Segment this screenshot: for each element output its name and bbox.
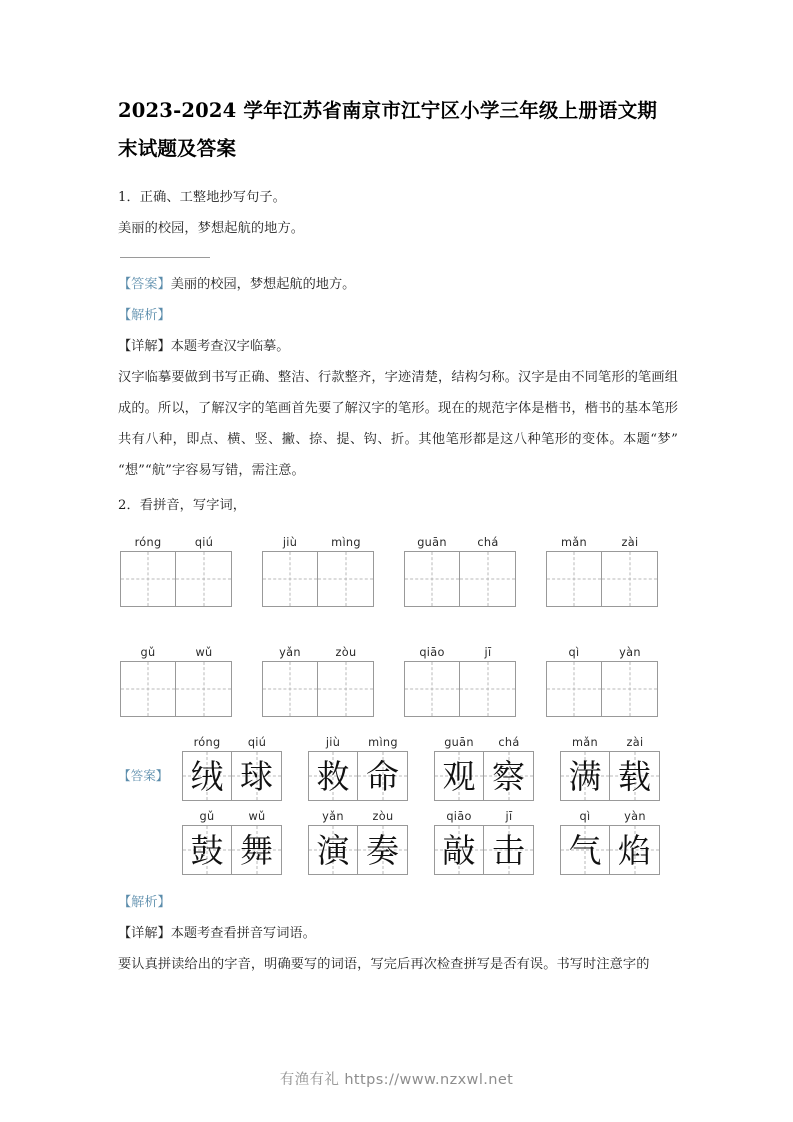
document-content (118, 92, 678, 980)
pinyin-row (404, 645, 516, 661)
character-glyph: 绒 (190, 756, 224, 796)
question-1-prompt: 1．正确、工整地抄写句子。 (118, 190, 286, 205)
pinyin-cell: gǔ (140, 646, 156, 659)
character-box-filled (182, 825, 232, 875)
character-box-filled (308, 751, 358, 801)
pinyin-blank-row-1 (120, 535, 678, 607)
character-box-blank[interactable] (262, 551, 318, 607)
pinyin-cell: chá (498, 736, 520, 749)
character-glyph: 救 (316, 756, 350, 796)
pinyin-row (434, 809, 534, 825)
pinyin-row (560, 809, 660, 825)
pinyin-row (546, 535, 658, 551)
character-glyph: 气 (568, 830, 602, 870)
character-box-filled (434, 825, 484, 875)
pinyin-cell: jiù (325, 736, 341, 749)
character-box-filled (434, 751, 484, 801)
analysis-tag: 【解析】 (118, 895, 171, 910)
word-group (308, 735, 408, 801)
answer-groups-2 (182, 809, 686, 875)
word-group (182, 735, 282, 801)
character-boxes-row (560, 751, 660, 801)
pinyin-row (404, 535, 516, 551)
question-1-answer-line (118, 269, 678, 300)
character-boxes-row (120, 661, 232, 717)
answer-groups-1 (182, 735, 686, 801)
pinyin-cell: qiú (247, 736, 267, 749)
pinyin-cell: wǔ (195, 646, 213, 659)
pinyin-cell: jī (484, 646, 492, 659)
word-group (560, 809, 660, 875)
character-glyph: 焰 (618, 830, 651, 870)
character-box-blank[interactable] (460, 661, 516, 717)
pinyin-cell: jiù (282, 536, 298, 549)
pinyin-row (262, 535, 374, 551)
character-boxes-row (308, 825, 408, 875)
character-box-blank[interactable] (602, 661, 658, 717)
spacer (118, 875, 678, 887)
pinyin-row (182, 735, 282, 751)
pinyin-cell: yàn (624, 810, 646, 823)
pinyin-row (120, 535, 232, 551)
character-box-filled (560, 751, 610, 801)
character-box-blank[interactable] (404, 551, 460, 607)
question-2-analysis-line (118, 887, 678, 918)
word-group (546, 645, 658, 717)
word-group (120, 645, 232, 717)
pinyin-row (182, 809, 282, 825)
pinyin-cell: qì (568, 646, 580, 659)
pinyin-cell: qiāo (419, 646, 445, 659)
analysis-tag: 【解析】 (118, 308, 171, 323)
pinyin-cell: mǎn (561, 536, 587, 549)
character-box-blank[interactable] (120, 551, 176, 607)
pinyin-cell: mìng (368, 736, 398, 749)
character-box-blank[interactable] (546, 661, 602, 717)
character-glyph: 鼓 (190, 830, 224, 870)
pinyin-row (434, 735, 534, 751)
character-glyph: 命 (366, 756, 399, 796)
pinyin-cell: gǔ (199, 810, 215, 823)
pinyin-cell: jī (505, 810, 513, 823)
character-box-filled (232, 825, 282, 875)
pinyin-row (308, 735, 408, 751)
question-1-detail-intro: 本题考查汉字临摹。 (170, 339, 290, 354)
word-group (404, 645, 516, 717)
character-boxes-row (546, 551, 658, 607)
pinyin-answer-row-1 (118, 735, 678, 801)
character-boxes-row (434, 825, 534, 875)
pinyin-cell: yǎn (322, 810, 344, 823)
character-box-blank[interactable] (546, 551, 602, 607)
pinyin-cell: zòu (372, 810, 394, 823)
word-group (308, 809, 408, 875)
pinyin-answer-row-2 (118, 809, 678, 875)
character-box-blank[interactable] (176, 551, 232, 607)
character-box-blank[interactable] (460, 551, 516, 607)
character-boxes-row (182, 825, 282, 875)
word-group (120, 535, 232, 607)
character-box-filled (182, 751, 232, 801)
pinyin-cell: qiú (194, 536, 214, 549)
detail-tag: 【详解】 (118, 926, 171, 941)
word-group (560, 735, 660, 801)
character-box-blank[interactable] (120, 661, 176, 717)
character-boxes-row (120, 551, 232, 607)
question-1-detail-line (118, 331, 678, 362)
character-glyph: 演 (316, 830, 350, 870)
pinyin-cell: zài (626, 736, 644, 749)
word-group (546, 535, 658, 607)
word-group (182, 809, 282, 875)
section-divider (120, 257, 210, 258)
character-glyph: 击 (492, 830, 525, 870)
character-box-blank[interactable] (318, 661, 374, 717)
character-box-blank[interactable] (318, 551, 374, 607)
pinyin-cell: zòu (335, 646, 357, 659)
character-box-blank[interactable] (602, 551, 658, 607)
question-2-detail-intro: 本题考查看拼音写词语。 (170, 926, 316, 941)
character-box-blank[interactable] (404, 661, 460, 717)
character-glyph: 球 (240, 756, 273, 796)
character-boxes-row (404, 661, 516, 717)
character-boxes-row (262, 661, 374, 717)
word-group (262, 645, 374, 717)
pinyin-cell: róng (134, 536, 162, 549)
character-glyph: 观 (442, 756, 476, 796)
character-glyph: 察 (492, 756, 525, 796)
character-boxes-row (546, 661, 658, 717)
character-box-filled (610, 751, 660, 801)
pinyin-row (308, 809, 408, 825)
pinyin-cell: qiāo (446, 810, 472, 823)
page-title (118, 92, 684, 168)
character-boxes-row (560, 825, 660, 875)
pinyin-row (560, 735, 660, 751)
character-glyph: 敲 (442, 830, 476, 870)
question-2-detail-line (118, 918, 678, 949)
character-boxes-row (404, 551, 516, 607)
page-title-line-1: 2023-2024 学年江苏省南京市江宁区小学三年级上册语文期 (118, 99, 658, 122)
pinyin-row (546, 645, 658, 661)
detail-tag: 【详解】 (118, 339, 171, 354)
question-1-sentence: 美丽的校园，梦想起航的地方。 (118, 221, 305, 236)
footer-watermark: 有渔有礼 https://www.nzxwl.net (279, 1072, 514, 1088)
answer-tag: 【答案】 (118, 768, 169, 784)
character-box-filled (560, 825, 610, 875)
word-group (434, 735, 534, 801)
answer-tag: 【答案】 (118, 277, 171, 292)
pinyin-cell: guān (444, 736, 474, 749)
character-box-blank[interactable] (262, 661, 318, 717)
character-box-filled (232, 751, 282, 801)
pinyin-cell: róng (193, 736, 221, 749)
word-group (434, 809, 534, 875)
word-group (262, 535, 374, 607)
character-boxes-row (308, 751, 408, 801)
character-glyph: 载 (618, 756, 651, 796)
pinyin-cell: mǎn (572, 736, 598, 749)
pinyin-row (262, 645, 374, 661)
character-glyph: 奏 (366, 830, 399, 870)
pinyin-cell: qì (579, 810, 591, 823)
character-box-filled (358, 751, 408, 801)
question-2-prompt: 2．看拼音，写字词， (118, 498, 247, 513)
pinyin-cell: guān (417, 536, 447, 549)
pinyin-row (120, 645, 232, 661)
page-title-line-2: 末试题及答案 (118, 137, 237, 160)
character-box-filled (610, 825, 660, 875)
character-boxes-row (182, 751, 282, 801)
pinyin-cell: chá (477, 536, 499, 549)
pinyin-blank-row-2 (120, 645, 678, 717)
question-1-detail-body: 汉字临摹要做到书写正确、整洁、行款整齐，字迹清楚，结构匀称。汉字是由不同笔形的笔画组成的。所以，了解汉字的笔画首先要了解汉字的笔形。现在的规范字体是楷书，楷书的基本笔形共有八种，即点、横、竖、撇、捺、提、钩、折。其他笔形都是这八种笔形的变体。本题“梦”“想”“航”字容易写错，需注意。 (118, 370, 678, 478)
pinyin-cell: mìng (331, 536, 361, 549)
character-box-filled (484, 825, 534, 875)
word-group (404, 535, 516, 607)
character-box-blank[interactable] (176, 661, 232, 717)
pinyin-cell: yǎn (279, 646, 301, 659)
character-glyph: 满 (568, 756, 602, 796)
question-1-analysis-line (118, 300, 678, 331)
pinyin-cell: zài (621, 536, 639, 549)
character-box-filled (484, 751, 534, 801)
pinyin-cell: yàn (619, 646, 641, 659)
character-box-filled (308, 825, 358, 875)
character-boxes-row (262, 551, 374, 607)
question-1-answer-text: 美丽的校园，梦想起航的地方。 (170, 277, 356, 292)
character-box-filled (358, 825, 408, 875)
character-glyph: 舞 (240, 830, 273, 870)
pinyin-cell: wǔ (248, 810, 266, 823)
question-2-detail-body: 要认真拼读给出的字音，明确要写的词语，写完后再次检查拼写是否有误。书写时注意字的 (118, 957, 650, 972)
character-boxes-row (434, 751, 534, 801)
